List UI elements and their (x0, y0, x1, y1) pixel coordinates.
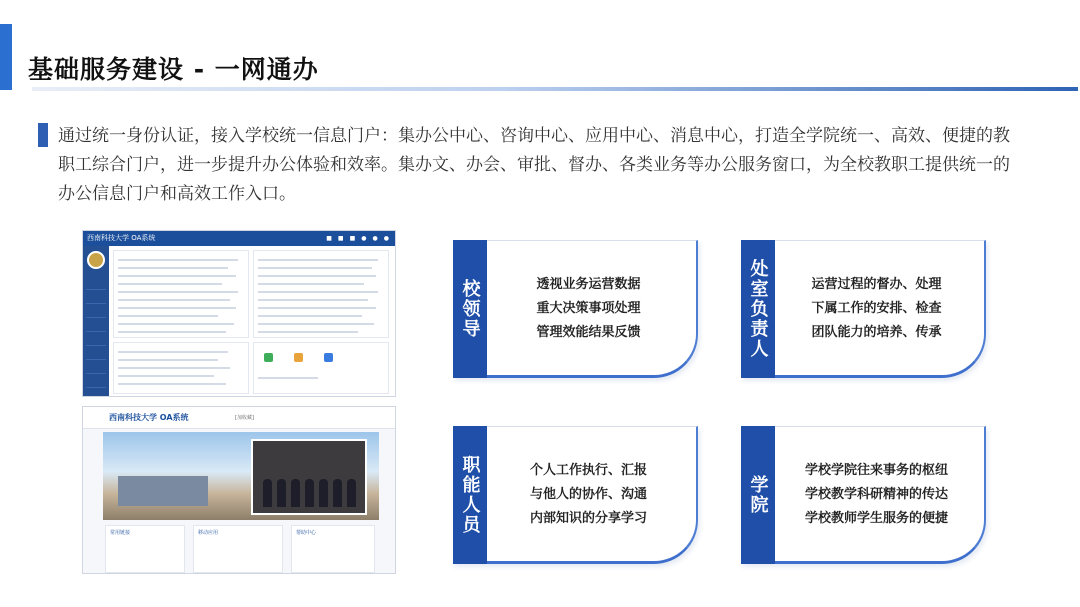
role-duties (487, 426, 690, 564)
app-icon (324, 353, 333, 362)
portal-logo: 西南科技大学 OA系统 (109, 413, 189, 422)
role-duty: 与他人的协作、沟通 (529, 487, 647, 502)
oa-sidebar (83, 246, 109, 396)
group-photo (251, 439, 367, 515)
app-panel (253, 342, 389, 394)
oa-dashboard-screenshot (82, 230, 396, 397)
oa-portal-screenshot (82, 406, 396, 574)
intro-paragraph: 通过统一身份认证，接入学校统一信息门户：集办公中心、咨询中心、应用中心、消息中心，打造全学院统一、高效、便捷的教职工综合门户，进一步提升办公体验和效率。集办文、办会、审批、督办、各类业务等办公服务窗口，为全校教职工提供统一的办公信息门户和高效工作入口。 (58, 126, 1010, 204)
page-title: 基础服务建设 - 一网通办 (28, 55, 319, 84)
sidebar-item (86, 382, 106, 388)
role-duty: 学校教师学生服务的便捷 (804, 511, 948, 526)
notice-panel (253, 250, 389, 338)
role-duty: 个人工作执行、汇报 (529, 463, 647, 478)
sidebar-item (86, 354, 106, 360)
todo-panel (113, 250, 249, 338)
sidebar-item (86, 368, 106, 374)
role-card-department-head (741, 240, 986, 378)
title-accent-bar (0, 24, 12, 90)
role-card-staff (453, 426, 698, 564)
app-icon (264, 353, 273, 362)
intro-marker (38, 123, 48, 147)
app-icon (294, 353, 303, 362)
sidebar-item (86, 312, 106, 318)
document-panel (113, 342, 249, 394)
role-duty: 学校学院往来事务的枢纽 (804, 463, 948, 478)
portal-card: 帮助中心 (291, 525, 375, 573)
oa-logo: 西南科技大学 OA系统 (87, 234, 156, 242)
role-duty: 管理效能结果反馈 (536, 325, 641, 340)
role-label: 处室负责人 (741, 240, 775, 378)
role-duties (487, 240, 690, 378)
role-duties (775, 426, 978, 564)
title-divider (32, 87, 1078, 91)
portal-card: 常用链接 (105, 525, 185, 573)
avatar (87, 251, 105, 269)
role-duty: 透视业务运营数据 (536, 277, 641, 292)
portal-header (83, 407, 395, 429)
sidebar-item (86, 284, 106, 290)
portal-card: 移动应用 (193, 525, 283, 573)
role-duty: 重大决策事项处理 (536, 301, 641, 316)
role-duty: 下属工作的安排、检查 (811, 301, 942, 316)
role-duty: 学校教学科研精神的传达 (804, 487, 948, 502)
oa-top-nav: ■ ■ ■ ● ● ● (326, 235, 389, 242)
portal-links: [加收藏] (235, 415, 254, 421)
role-card-school-leader (453, 240, 698, 378)
role-duty: 内部知识的分享学习 (529, 511, 647, 526)
sidebar-item (86, 340, 106, 346)
role-card-college (741, 426, 986, 564)
role-duty: 运营过程的督办、处理 (811, 277, 942, 292)
oa-top-bar (83, 231, 395, 246)
oa-main-area (113, 250, 391, 392)
sidebar-item (86, 298, 106, 304)
campus-building (118, 476, 208, 506)
role-duties (775, 240, 978, 378)
role-duty: 团队能力的培养、传承 (811, 325, 942, 340)
sidebar-item (86, 326, 106, 332)
role-label: 校领导 (453, 240, 487, 378)
role-label: 职能人员 (453, 426, 487, 564)
role-label: 学院 (741, 426, 775, 564)
